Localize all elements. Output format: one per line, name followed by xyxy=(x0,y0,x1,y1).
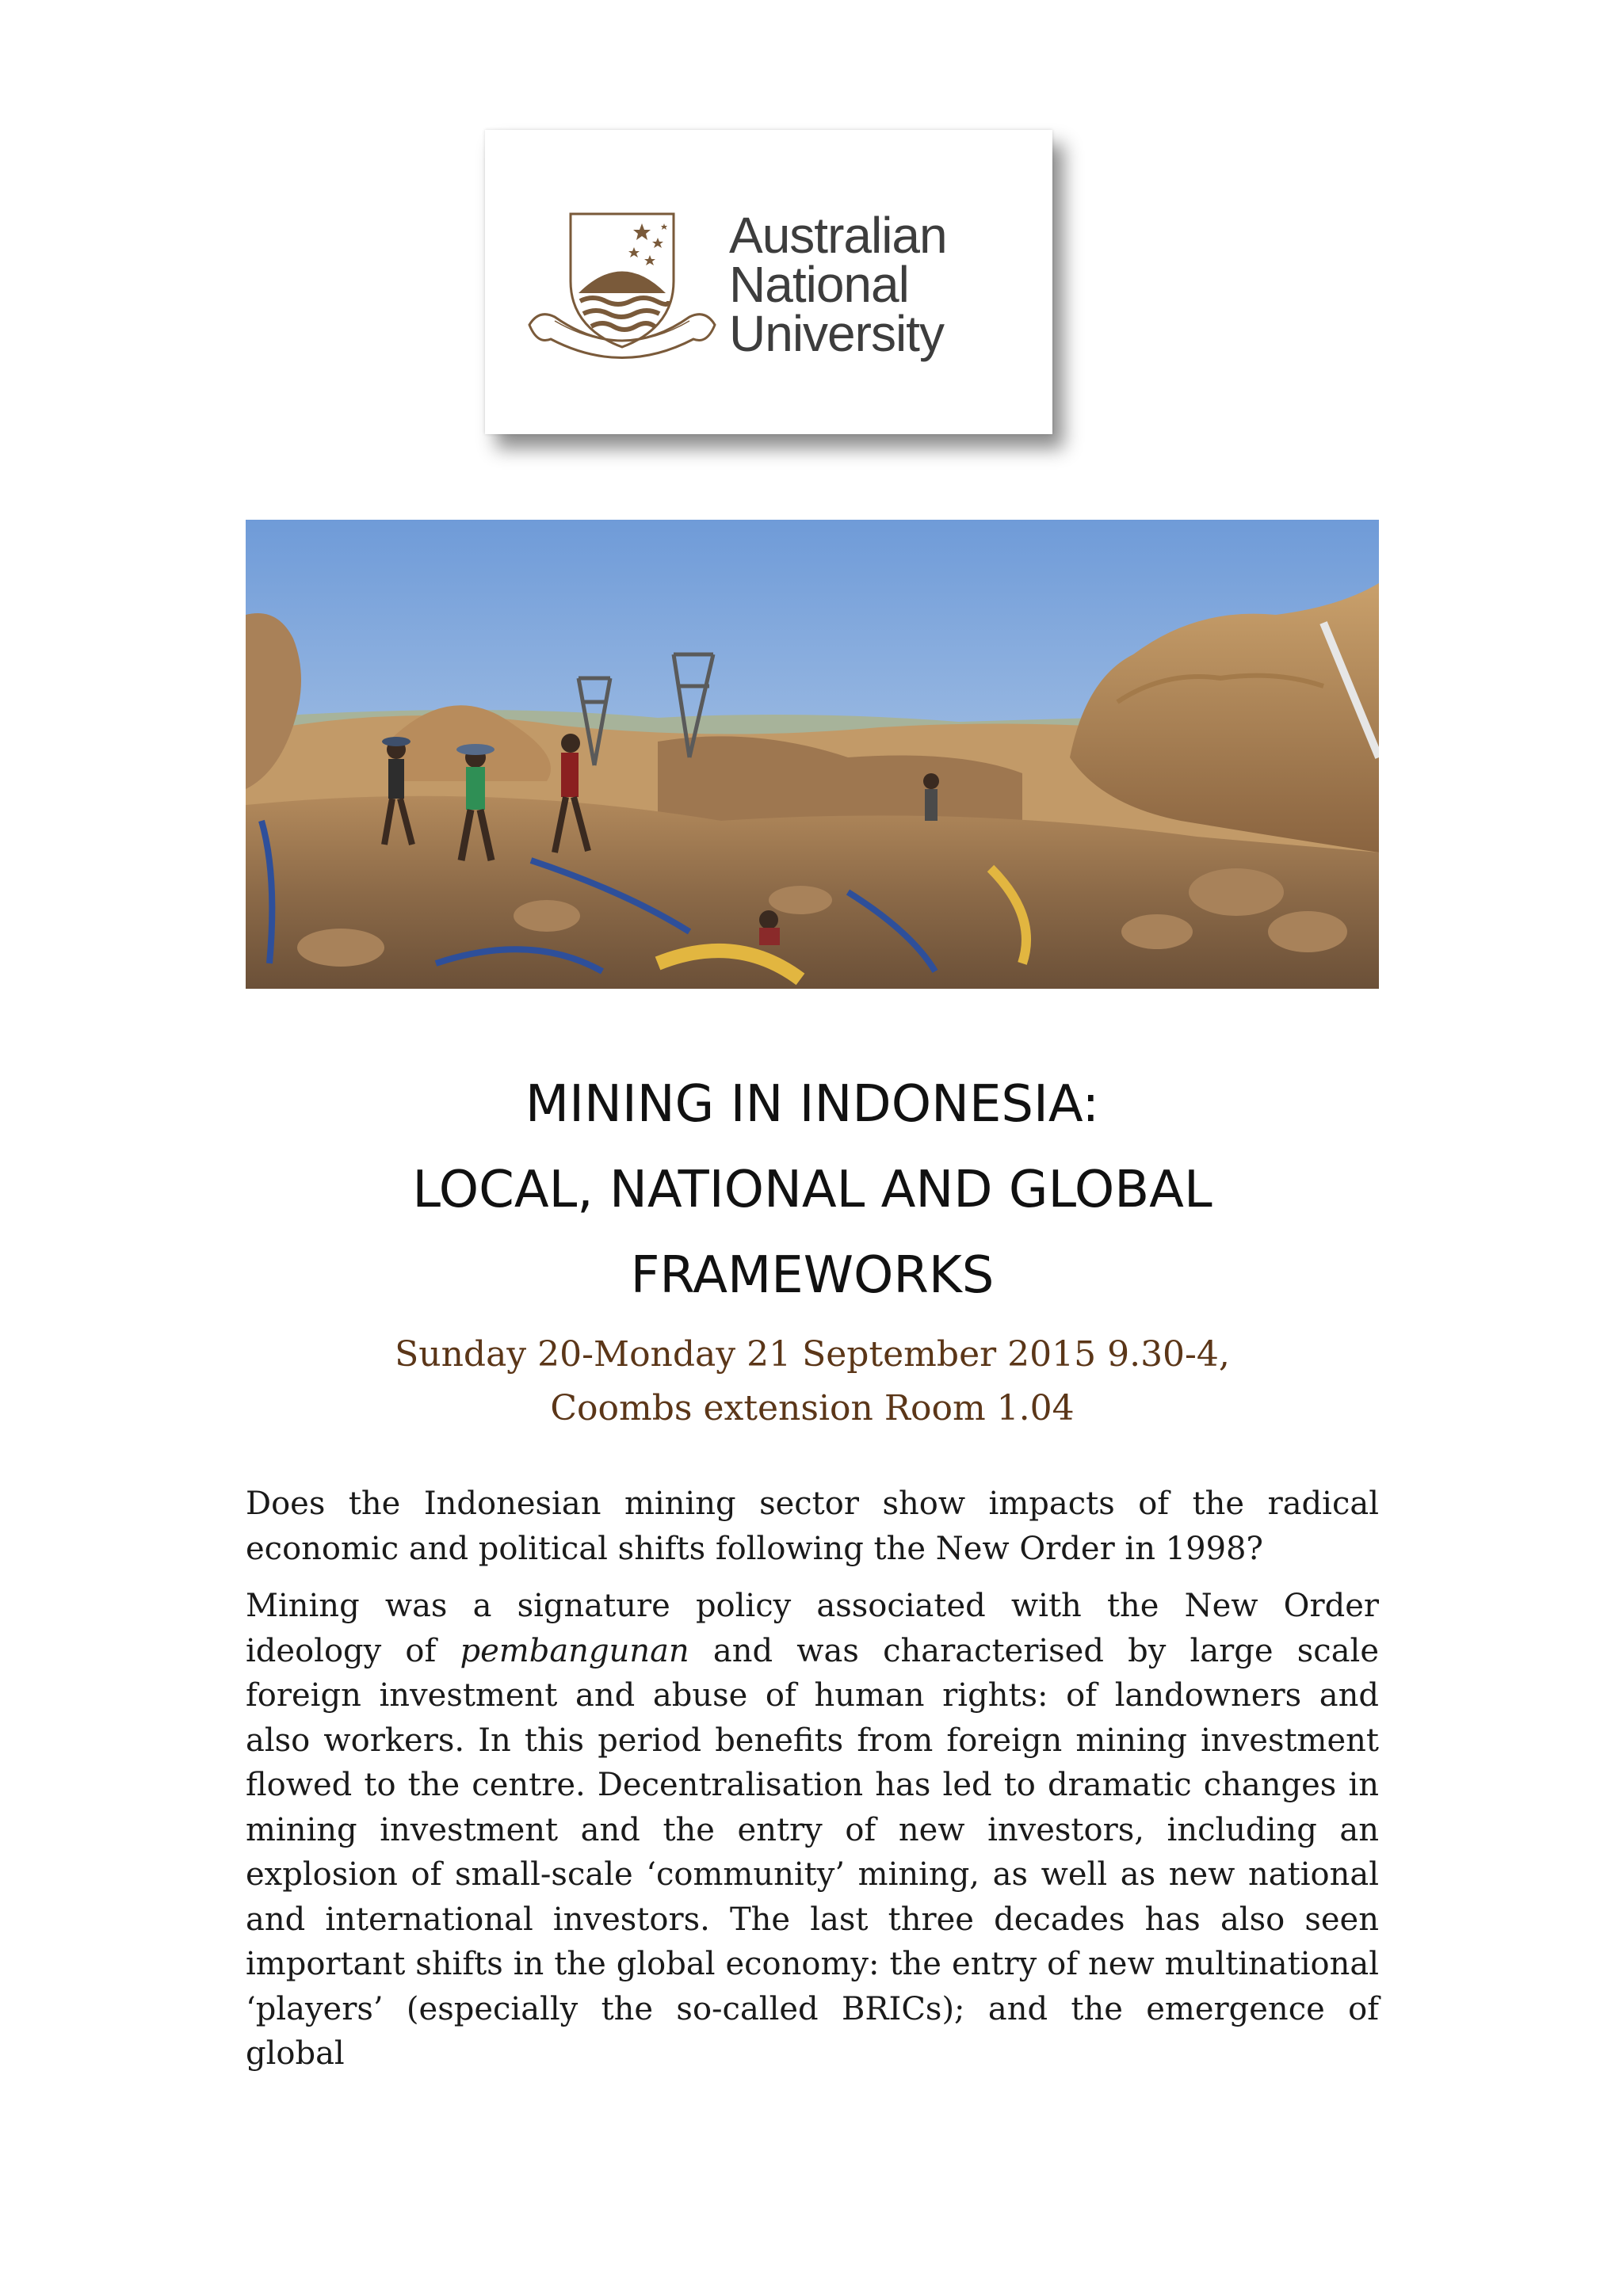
mining-site-photo xyxy=(246,520,1379,989)
anu-logo xyxy=(485,130,1052,434)
paragraph-1: Does the Indonesian mining sector show impacts of the radical economic and political shifts following the New Order in 1998? xyxy=(246,1486,1379,1567)
event-dates: Sunday 20-Monday 21 September 2015 9.30-4, xyxy=(395,1334,1230,1375)
body-text xyxy=(246,1482,1379,2089)
paragraph-2-term: pembangunan xyxy=(460,1632,689,1669)
logo-line-2: National xyxy=(729,256,909,313)
title-line-1: MINING IN INDONESIA: xyxy=(525,1075,1100,1134)
page-title xyxy=(238,1062,1387,1318)
logo-line-3: University xyxy=(729,305,944,362)
paragraph-2-rest: and was characterised by large scale foreign investment and abuse of human rights: of landowners and also workers. In this period benefits from foreign mining investment flowed to the centre. Decentralisation has led to dramatic changes in mining investment and the entry of new investors, including an explosion of small-scale ‘community’ mining, as well as new national and international investors. The last three decades has also seen important shifts in the global economy: the entry of new multinational ‘players’ (especially the so-called BRICs); and the emergence of global xyxy=(246,1632,1380,2072)
anu-crest-icon xyxy=(523,206,721,364)
event-info xyxy=(238,1328,1387,1436)
title-line-2: LOCAL, NATIONAL AND GLOBAL xyxy=(412,1161,1212,1219)
logo-line-1: Australian xyxy=(729,207,947,264)
paragraph-2-start: Mining was a signature policy associated with the New Order ideology of xyxy=(246,1588,1379,1669)
event-location: Coombs extension Room 1.04 xyxy=(550,1388,1075,1428)
paragraph-2 xyxy=(246,1584,1379,2077)
title-line-3: FRAMEWORKS xyxy=(630,1246,995,1305)
anu-wordmark xyxy=(729,207,947,362)
